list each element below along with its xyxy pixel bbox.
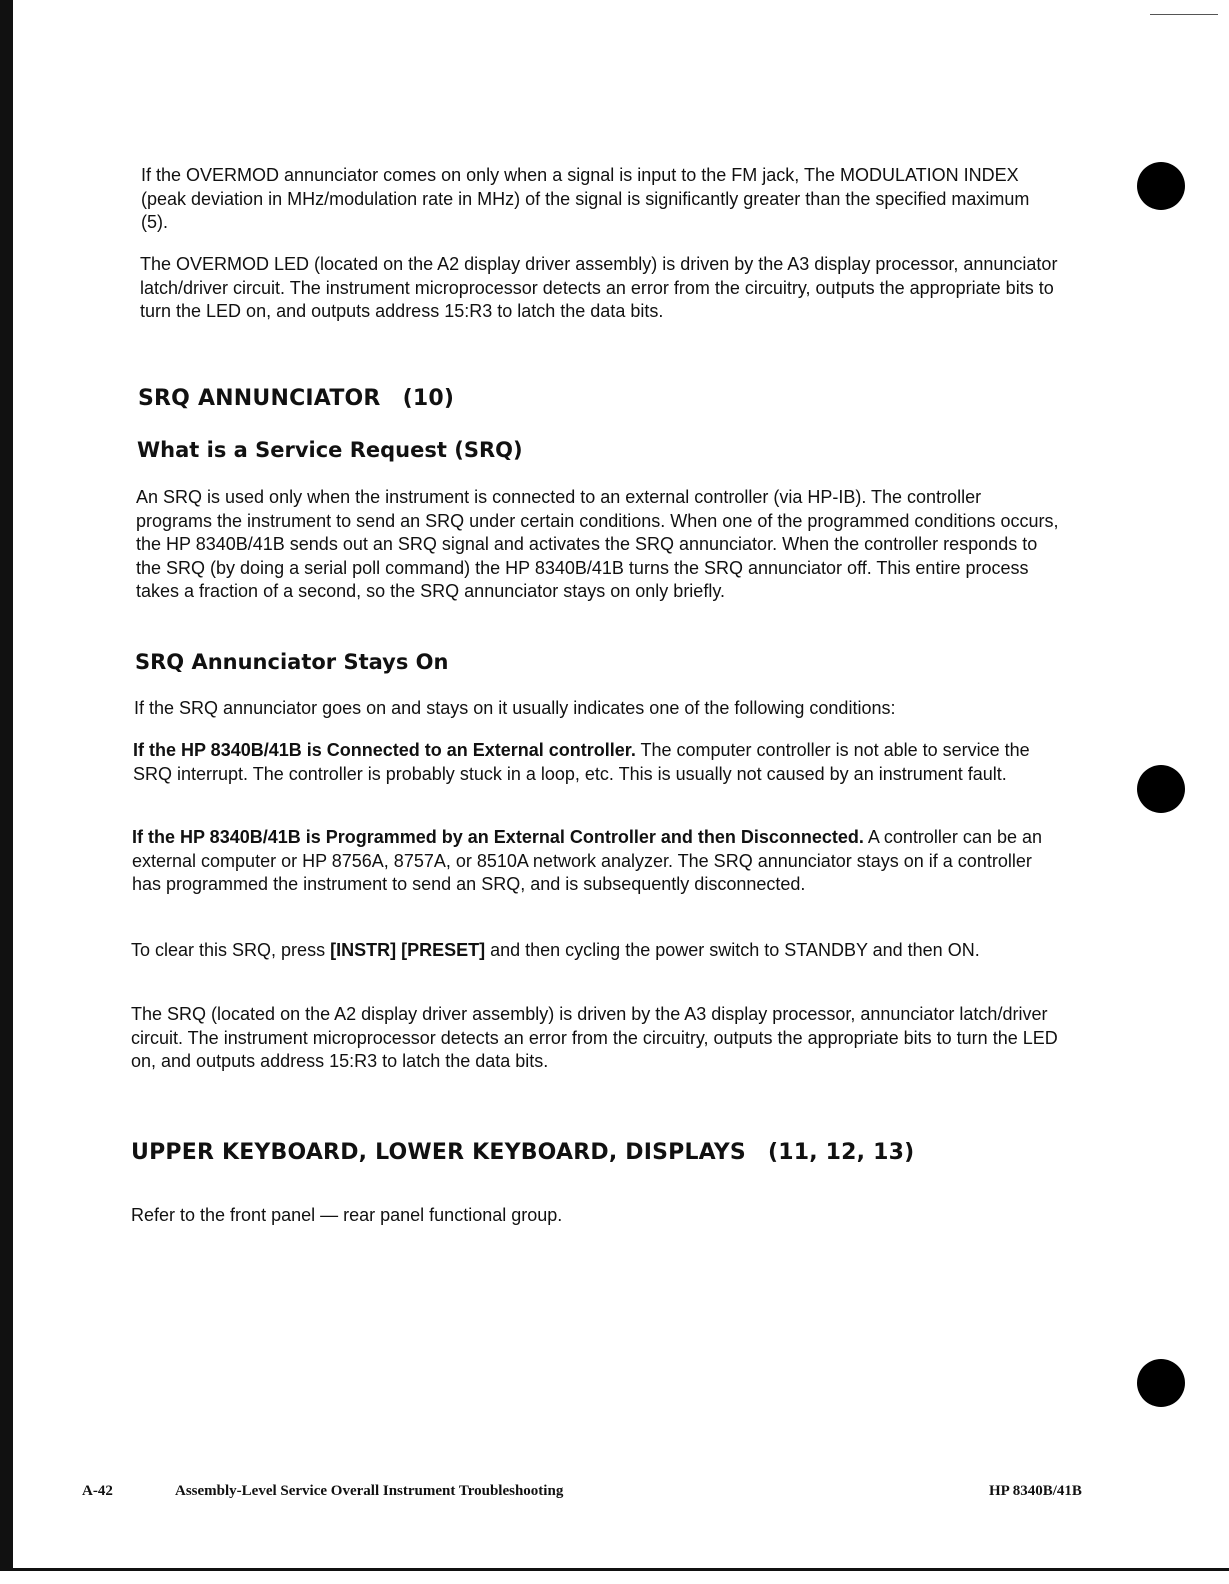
page-left-border xyxy=(0,0,13,1568)
srq-heading-ref: (10) xyxy=(402,386,455,411)
instr-key: [INSTR] xyxy=(330,940,397,960)
srq-heading-title: SRQ ANNUNCIATOR xyxy=(138,386,381,411)
footer-page-number: A-42 xyxy=(82,1483,113,1499)
top-rule xyxy=(1150,14,1218,15)
clear-srq-text-post: and then cycling the power switch to STANDBY and then ON. xyxy=(485,940,980,960)
binder-hole-top xyxy=(1137,162,1185,210)
srq-annunciator-heading xyxy=(138,386,454,411)
footer-model: HP 8340B/41B xyxy=(989,1483,1082,1499)
condition-connected-paragraph xyxy=(133,739,1063,786)
footer-section-title: Assembly-Level Service Overall Instrument Troubleshooting xyxy=(175,1483,564,1499)
condition-disconnected-paragraph xyxy=(132,826,1062,897)
keyboard-heading-ref: (11, 12, 13) xyxy=(767,1140,915,1165)
srq-definition-paragraph: An SRQ is used only when the instrument is connected to an external controller (via HP-IB). The controller programs the instrument to send an SRQ under certain conditions. When one of the programmed conditions occurs, the HP 8340B/41B sends out an SRQ signal and activates the SRQ annunciator. When the controller responds to the SRQ (by doing a serial poll command) the HP 8340B/41B turns the SRQ annunciator off. This entire process takes a fraction of a second, so the SRQ annunciator stays on only briefly. xyxy=(136,487,1059,601)
srq-stays-on-intro: If the SRQ annunciator goes on and stays on it usually indicates one of the following conditions: xyxy=(134,698,896,718)
overmod-paragraph-2: The OVERMOD LED (located on the A2 display driver assembly) is driven by the A3 display processor, annunciator latch/driver circuit. The instrument microprocessor detects an error from the circuitry, outputs the appropriate bits to turn the LED on, and outputs address 15:R3 to latch the data bits. xyxy=(140,254,1058,321)
srq-stays-on-heading: SRQ Annunciator Stays On xyxy=(135,650,449,674)
condition-connected-text: The computer controller is not able to service the SRQ interrupt. The controller is probably stuck in a loop, etc. This is usually not caused by an instrument fault. xyxy=(133,740,1030,784)
binder-hole-bottom xyxy=(1137,1359,1185,1407)
condition-connected-title: If the HP 8340B/41B is Connected to an External controller. xyxy=(133,740,636,760)
preset-key: [PRESET] xyxy=(401,940,486,960)
condition-disconnected-text: A controller can be an external computer or HP 8756A, 8757A, or 8510A network analyzer. The SRQ annunciator stays on if a controller has programmed the instrument to send an SRQ, and is subsequently disconnected. xyxy=(132,827,1042,894)
srq-led-paragraph: The SRQ (located on the A2 display driver assembly) is driven by the A3 display processor, annunciator latch/driver circuit. The instrument microprocessor detects an error from the circuitry, outputs the appropriate bits to turn the LED on, and outputs address 15:R3 to latch the data bits. xyxy=(131,1004,1058,1071)
binder-hole-middle xyxy=(1137,765,1185,813)
clear-srq-text-pre: To clear this SRQ, press xyxy=(131,940,331,960)
clear-srq-paragraph xyxy=(131,939,1061,963)
condition-disconnected-title: If the HP 8340B/41B is Programmed by an External Controller and then Disconnected. xyxy=(132,827,864,847)
what-is-srq-heading: What is a Service Request (SRQ) xyxy=(137,438,523,462)
overmod-paragraph-1: If the OVERMOD annunciator comes on only when a signal is input to the FM jack, The MODULATION INDEX (peak deviation in MHz/modulation rate in MHz) of the signal is significantly greater than the specified maximum (5). xyxy=(141,165,1030,232)
keyboard-heading-title: UPPER KEYBOARD, LOWER KEYBOARD, DISPLAYS xyxy=(131,1140,746,1165)
keyboard-displays-heading xyxy=(131,1140,914,1165)
page-bottom-border xyxy=(0,1568,1229,1571)
keyboard-reference-paragraph: Refer to the front panel — rear panel functional group. xyxy=(131,1205,563,1225)
